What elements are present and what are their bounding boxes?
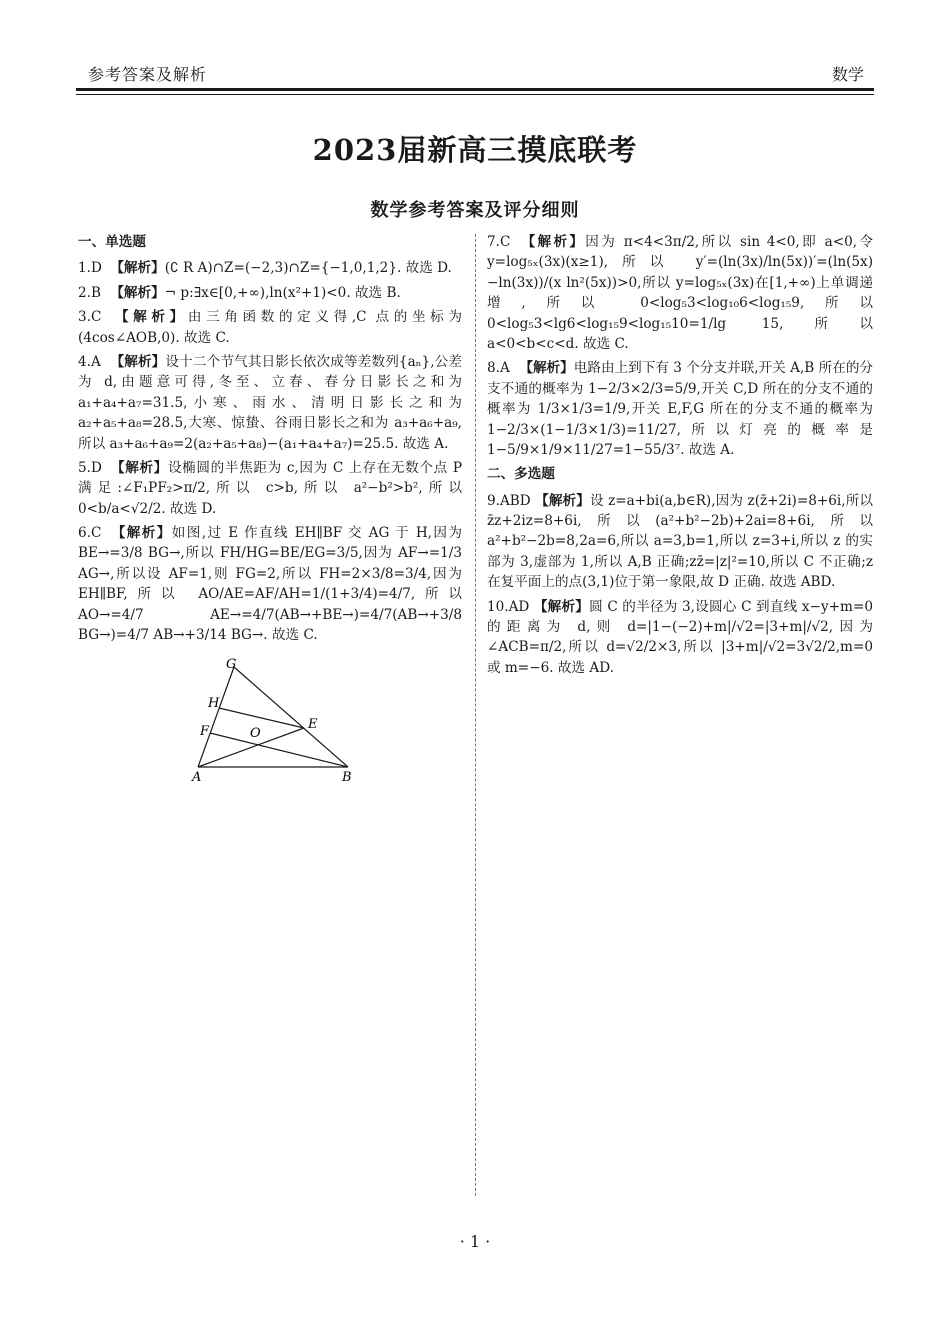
answer-text: 设十二个节气其日影长依次成等差数列{aₙ},公差为 d,由题意可得,冬至、立春、春分日影长之和为 a₁+a₄+a₇=31.5,小寒、雨水、清明日影长之和为 a₂+a₅+a₈=28.5,大寒、惊蛰、谷雨日影长之和为 a₃+a₆+a₉,所以 a₃+a₆+a₉=2(a₂+a₅+a₈)−(a₁+a₄+a₇)=25.5. 故选 A. — [78, 353, 463, 452]
point-label-B: B — [342, 770, 352, 784]
answer-number: 9.ABD — [487, 492, 531, 509]
answer-number: 5.D — [78, 459, 102, 476]
answer-number: 8.A — [487, 360, 510, 377]
answer-item — [78, 307, 462, 348]
answer-item — [78, 458, 462, 519]
answer-item — [78, 523, 462, 645]
answer-text: 电路由上到下有 3 个分支并联,开关 A,B 所在的分支不通的概率为 1−2/3×2/3=5/9,开关 C,D 所在的分支不通的概率为 1/3×1/3=1/9,开关 E,F,G 所在的分支不通的概率为 1−2/3×(1−1/3×1/3)=11/27,所以灯亮的概率是 1−5/9×1/9×11/27=1−55/3⁷. 故选 A. — [487, 360, 874, 458]
answer-number: 7.C — [487, 234, 511, 250]
answer-item — [487, 358, 873, 460]
segment-AG — [198, 667, 234, 767]
answer-number: 2.B — [78, 284, 101, 301]
point-label-H: H — [208, 696, 220, 712]
answer-number: 1.D — [78, 260, 102, 277]
point-label-G: G — [226, 657, 237, 673]
answer-text: ¬ p:∃x∈[0,+∞),ln(x²+1)<0. 故选 B. — [164, 284, 401, 301]
point-label-O: O — [250, 726, 261, 742]
answer-number: 3.C — [78, 309, 102, 326]
analysis-tag: 【解析】 — [533, 598, 590, 615]
answer-number: 10.AD — [487, 598, 530, 615]
answer-text: 由三角函数的定义得,C 点的坐标为(4cos∠AOB,0). 故选 C. — [78, 309, 462, 346]
analysis-tag: 【解析】 — [111, 525, 172, 542]
answer-text: 设 z=a+bi(a,b∈R),因为 z(z̄+2i)=8+6i,所以 z̄z+2iz=8+6i,所以(a²+b²−2b)+2ai=8+6i,所以 a²+b²−2b=8,2a=6,所以 a=3,b=1,所以 z=3+i,所以 z 的实部为 3,虚部为 1,所以 A,B 正确;zz̄=|z|²=10,所以 C 不正确;z 在复平面上的点(3,1)位于第一象限,故 D 正确. 故选 ABD. — [487, 492, 874, 591]
header-rule-thick — [76, 88, 874, 91]
answer-text: 设椭圆的半焦距为 c,因为 C 上存在无数个点 P 满足:∠F₁PF₂>π/2,所以 c>b,所以 a²−b²>b²,所以 0<b/a<√2/2. 故选 D. — [78, 459, 463, 517]
page-subtitle: 数学参考答案及评分细则 — [370, 200, 580, 221]
section-heading-single: 一、单选题 — [78, 234, 146, 250]
answer-text: (∁ R A)∩Z=(−2,3)∩Z={−1,0,1,2}. 故选 D. — [164, 260, 452, 277]
analysis-tag: 【解析】 — [114, 309, 188, 326]
answer-text: 如图,过 E 作直线 EH∥BF 交 AG 于 H,因为 BE→=3/8 BG→,所以 FH/HG=BE/EG=3/5,因为 AF→=1/3 AG→,所以设 AF=1,则 FG=2,所以 FH=2×3/8=3/4,因为 EH∥BF,所以 AO/AE=AF/AH=1/(1+3/4)=4/7,所以 AO→=4/7 AE→=4/7(AB→+BE→)=4/7(AB→+3/8 BG→)=4/7 AB→+3/14 BG→. 故选 C. — [78, 525, 463, 644]
answer-number: 6.C — [78, 525, 102, 542]
analysis-tag: 【解析】 — [110, 459, 168, 476]
analysis-tag: 【解析】 — [110, 353, 166, 370]
header-left: 参考答案及解析 — [88, 65, 208, 84]
analysis-tag: 【解析】 — [521, 234, 586, 250]
answer-number: 4.A — [78, 353, 101, 370]
point-label-A: A — [192, 770, 202, 784]
analysis-tag: 【解析】 — [110, 284, 165, 301]
answer-text: 因为 π<4<3π/2,所以 sin 4<0,即 a<0,令 y=log₅ₓ(3x)(x≥1),所以 y′=(ln(3x)/ln(5x))′=(ln(5x)−ln(3x))/(x ln²(5x))>0,所以 y=log₅ₓ(3x)在[1,+∞)上单调递增,所以 0<log₅3<log₁₀6<log₁₅9,所以 0<log₅3<lg6<log₁₅9<log₁₅10=1/lg 15,所以 a<0<b<c<d. 故选 C. — [487, 234, 873, 352]
section-heading-multi: 二、多选题 — [487, 466, 555, 483]
analysis-tag: 【解析】 — [519, 360, 574, 377]
right-column — [487, 232, 873, 682]
analysis-tag: 【解析】 — [110, 260, 165, 277]
point-label-F: F — [200, 724, 210, 740]
answer-item — [78, 283, 462, 303]
segment-FB — [210, 733, 348, 767]
segment-GB — [234, 667, 348, 767]
left-column — [78, 232, 462, 790]
answer-item — [487, 491, 873, 593]
header-subject: 数学 — [831, 65, 864, 84]
point-label-E: E — [308, 717, 318, 733]
answer-item — [78, 352, 462, 454]
column-divider — [475, 234, 476, 1196]
geometry-figure — [186, 655, 356, 783]
answer-item — [78, 258, 462, 278]
header-rule-thin — [76, 94, 874, 95]
answer-text: 圆 C 的半径为 3,设圆心 C 到直线 x−y+m=0 的距离为 d,则 d=|1−(−2)+m|/√2=|3+m|/√2,因为∠ACB=π/2,所以 d=√2/2×3,所以 |3+m|/√2=3√2/2,m=0 或 m=−6. 故选 AD. — [487, 598, 873, 676]
page-title: 2023届新高三摸底联考 — [312, 133, 638, 167]
answer-item — [487, 597, 873, 679]
analysis-tag: 【解析】 — [535, 492, 590, 509]
answer-item — [487, 232, 873, 354]
page-number: · 1 · — [459, 1232, 491, 1251]
